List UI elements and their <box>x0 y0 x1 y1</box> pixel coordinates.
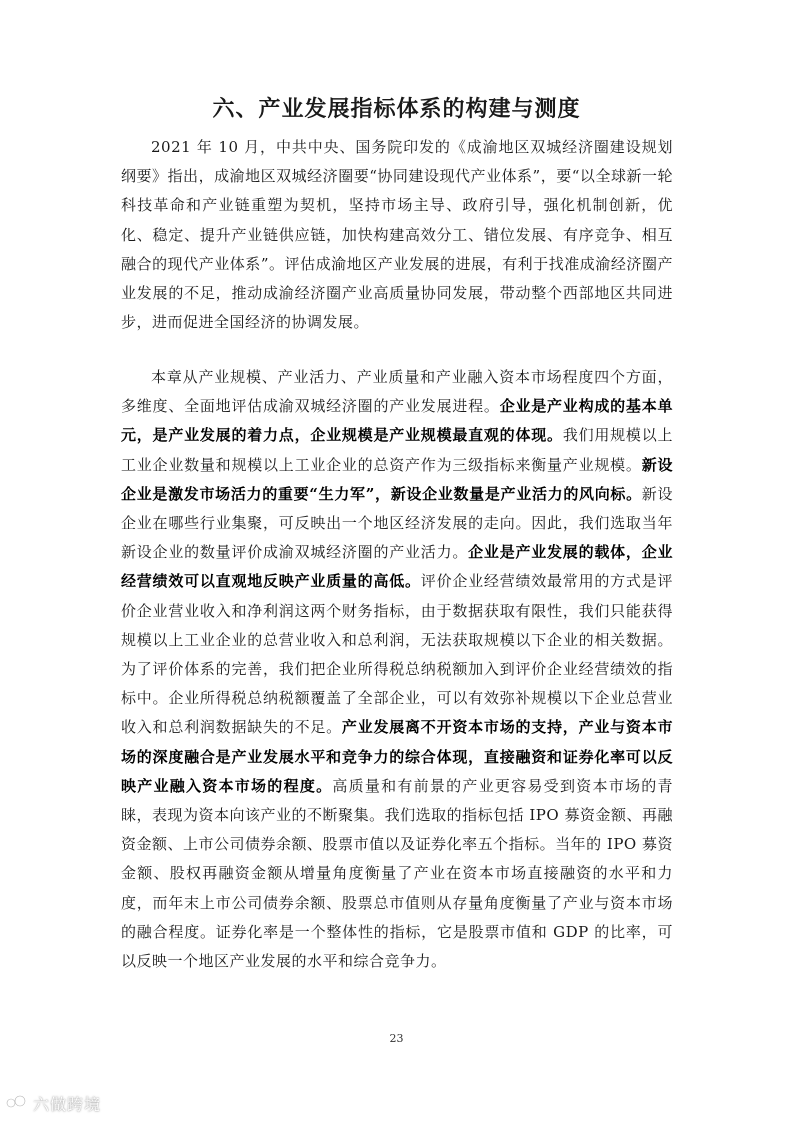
watermark <box>6 1091 101 1115</box>
emphasis-text: 产业发展离不开资本市场的支持，产业与资本市场的深度融合是产业发展水平和竞争力的综合体现，直接融资和证券化率可以反映产业融入资本市场的程度。 <box>121 718 673 795</box>
emphasis-text: 企业是产业构成的基本单元，是产业发展的着力点，企业规模是产业规模最直观的体现。 <box>121 397 673 445</box>
body-text: 高质量和有前景的产业更容易受到资本市场的青睐，表现为资本向该产业的不断聚集。我们选取的指标包括 IPO 募资金额、再融资金额、上市公司债券余额、股票市值以及证券化率五个指标。当年的 IPO 募资金额、股权再融资金额从增量角度衡量了产业在资本市场直接融资的水平和力度，而年末上市公司债券余额、股票总市值则从存量角度衡量了产业与资本市场的融合程度。证券化率是一个整体性的指标，它是股票市值和 GDP 的比率，可以反映一个地区产业发展的水平和综合竞争力。 <box>121 776 673 971</box>
body-text: 新设企业在哪些行业集聚，可反映出一个地区经济发展的走向。因此，我们选取当年新设企业的数量评价成渝双城经济圈的产业活力。 <box>121 484 673 562</box>
watermark-text: 六做跨境 <box>33 1094 102 1114</box>
brand-logo-icon <box>6 1094 28 1112</box>
page-title: 六、产业发展指标体系的构建与测度 <box>212 96 581 122</box>
emphasis-text: 新设企业是激发市场活力的重要“生力军”，新设企业数量是产业活力的风向标。 <box>121 455 673 503</box>
body-text: 我们用规模以上工业企业数量和规模以上工业企业的总资产作为三级指标来衡量产业规模。 <box>121 426 673 474</box>
body-text: 2021 年 10 月，中共中央、国务院印发的《成渝地区双城经济圈建设规划纲要》指出，成渝地区双城经济圈要“协同建设现代产业体系”，要“以全球新一轮科技革命和产业链重塑为契机，坚持市场主导、政府引导，强化机制创新，优化、稳定、提升产业链供应链，加快构建高效分工、错位发展、有序竞争、相互融合的现代产业体系”。评估成渝地区产业发展的进展，有利于找准成渝经济圈产业发展的不足，推动成渝经济圈产业高质量协同发展，带动整个西部地区共同进步，进而促进全国经济的协调发展。 <box>121 138 673 332</box>
emphasis-text: 企业是产业发展的载体，企业经营绩效可以直观地反映产业质量的高低。 <box>121 543 673 591</box>
body-paragraph-2 <box>121 363 673 976</box>
body-text: 评价企业经营绩效最常用的方式是评价企业营业收入和净利润这两个财务指标，由于数据获取有限性，我们只能获得规模以上工业企业的总营业收入和总利润，无法获取规模以下企业的相关数据。为了评价体系的完善，我们把企业所得税总纳税额加入到评价企业经营绩效的指标中。企业所得税总纳税额覆盖了全部企业，可以有效弥补规模以下企业总营业收入和总利润数据缺失的不足。 <box>121 572 673 737</box>
body-text: 本章从产业规模、产业活力、产业质量和产业融入资本市场程度四个方面，多维度、全面地评估成渝双城经济圈的产业发展进程。 <box>121 368 673 416</box>
body-paragraph-1 <box>121 133 673 337</box>
page-number: 23 <box>389 1032 404 1045</box>
